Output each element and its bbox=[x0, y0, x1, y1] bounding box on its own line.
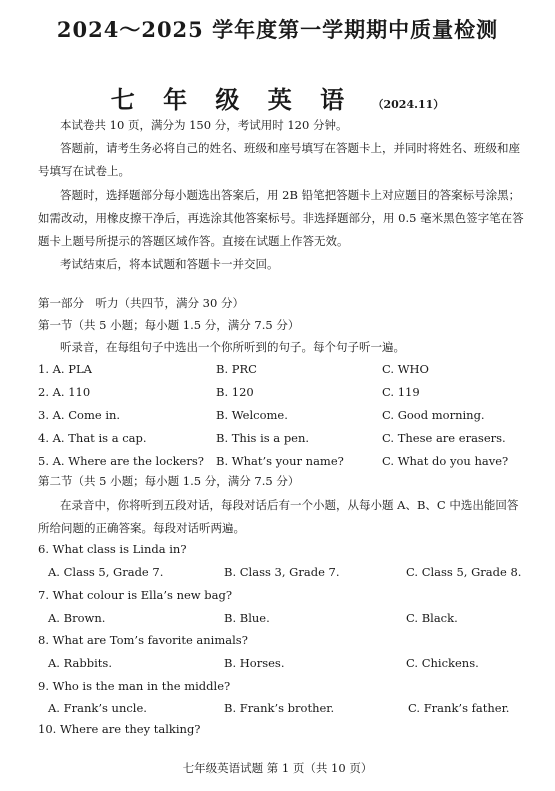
section-directions: 在录音中，你将听到五段对话，每段对话后有一个小题，从每小题 A、B、C 中选出能回答 bbox=[60, 498, 519, 512]
option-b: B. What’s your name? bbox=[216, 454, 344, 468]
subject-title: 七 年 级 英 语 bbox=[110, 85, 355, 114]
option-a: A. Brown. bbox=[48, 611, 106, 625]
option-b: B. Blue. bbox=[224, 611, 270, 625]
option-c: C. These are erasers. bbox=[382, 431, 506, 445]
question-row bbox=[38, 385, 538, 405]
option-a: 5. A. Where are the lockers? bbox=[38, 454, 204, 468]
option-a: 3. A. Come in. bbox=[38, 408, 121, 422]
option-b: B. Welcome. bbox=[216, 408, 288, 422]
option-a: A. Frank’s uncle. bbox=[48, 701, 147, 715]
question-stem: 6. What class is Linda in? bbox=[38, 542, 187, 556]
exam-date: （2024.11） bbox=[372, 98, 445, 111]
option-a: 1. A. PLA bbox=[38, 362, 92, 376]
instruction-line: 答题时，选择题部分每小题选出答案后，用 2B 铅笔把答题卡上对应题目的答案标号涂黑； bbox=[60, 188, 521, 202]
option-c: C. Class 5, Grade 8. bbox=[406, 565, 522, 579]
exam-subtitle bbox=[0, 80, 555, 115]
option-c: C. Good morning. bbox=[382, 408, 485, 422]
option-b: B. Class 3, Grade 7. bbox=[224, 565, 340, 579]
option-b: B. Frank’s brother. bbox=[224, 701, 335, 715]
section-heading: 第二节（共 5 小题；每小题 1.5 分，满分 7.5 分） bbox=[38, 474, 300, 488]
instruction-line: 答题前，请考生务必将自己的姓名、班级和座号填写在答题卡上，并同时将姓名、班级和座 bbox=[60, 141, 520, 155]
option-c: C. WHO bbox=[382, 362, 429, 376]
question-row bbox=[38, 431, 538, 451]
page-footer: 七年级英语试题 第 1 页（共 10 页） bbox=[182, 761, 373, 775]
instruction-line: 本试卷共 10 页，满分为 150 分，考试用时 120 分钟。 bbox=[60, 118, 348, 132]
instruction-line: 题卡上题号所提示的答题区域作答。直接在试题上作答无效。 bbox=[38, 234, 349, 248]
question-row bbox=[38, 408, 538, 428]
option-c: C. 119 bbox=[382, 385, 420, 399]
option-b: B. 120 bbox=[216, 385, 254, 399]
option-c: C. Chickens. bbox=[406, 656, 479, 670]
option-a: 4. A. That is a cap. bbox=[38, 431, 147, 445]
question-stem: 8. What are Tom’s favorite animals? bbox=[38, 633, 248, 647]
question-row bbox=[38, 656, 538, 676]
question-stem: 10. Where are they talking? bbox=[38, 722, 201, 736]
section-directions: 听录音，在每组句子中选出一个你所听到的句子。每个句子听一遍。 bbox=[60, 340, 405, 354]
question-row bbox=[38, 362, 538, 382]
instruction-line: 号填写在试卷上。 bbox=[38, 164, 130, 178]
option-b: B. PRC bbox=[216, 362, 257, 376]
option-a: A. Rabbits. bbox=[48, 656, 112, 670]
question-row bbox=[38, 565, 538, 585]
question-stem: 9. Who is the man in the middle? bbox=[38, 679, 231, 693]
option-c: C. What do you have? bbox=[382, 454, 509, 468]
option-b: B. This is a pen. bbox=[216, 431, 310, 445]
instruction-line: 考试结束后，将本试题和答题卡一并交回。 bbox=[60, 257, 279, 271]
option-b: B. Horses. bbox=[224, 656, 285, 670]
part-heading: 第一部分 听力（共四节，满分 30 分） bbox=[38, 296, 244, 310]
question-stem: 7. What colour is Ella’s new bag? bbox=[38, 588, 233, 602]
option-a: 2. A. 110 bbox=[38, 385, 91, 399]
section-heading: 第一节（共 5 小题；每小题 1.5 分，满分 7.5 分） bbox=[38, 318, 300, 332]
option-c: C. Frank’s father. bbox=[408, 701, 510, 715]
question-row bbox=[38, 611, 538, 631]
section-directions: 所给问题的正确答案。每段对话听两遍。 bbox=[38, 521, 245, 535]
option-c: C. Black. bbox=[406, 611, 458, 625]
exam-title: 2024～2025 学年度第一学期期中质量检测 bbox=[56, 17, 499, 42]
option-a: A. Class 5, Grade 7. bbox=[48, 565, 164, 579]
instruction-line: 如需改动，用橡皮擦干净后，再选涂其他答案标号。非选择题部分，用 0.5 毫米黑色签字笔在答 bbox=[38, 211, 524, 225]
